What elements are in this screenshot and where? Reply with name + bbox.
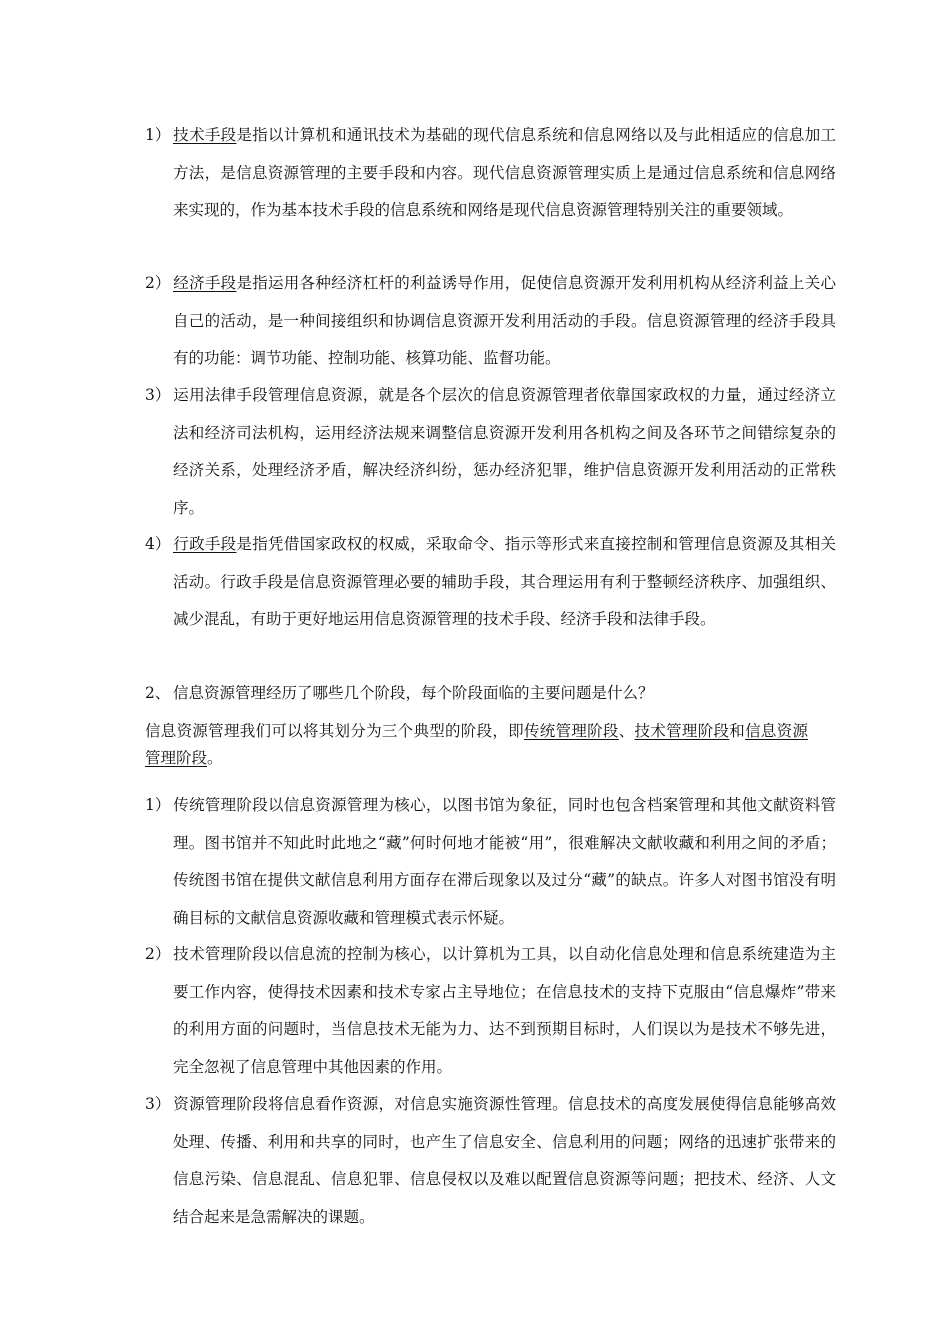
intro-paragraph [145,718,808,772]
intro-separator: 、 [618,722,635,740]
list-number: 3） [145,1095,171,1113]
list-number: 1） [145,796,171,814]
list-item-economic-means [145,265,836,378]
term-technical-means: 技术手段 [173,126,237,144]
term-economic-means: 经济手段 [173,274,237,292]
stage-traditional: 传统管理阶段 [523,722,619,740]
intro-prefix: 信息资源管理我们可以将其划分为三个典型的阶段，即 [145,722,524,740]
list-item-administrative-means [145,526,836,639]
item-text: 技术管理阶段以信息流的控制为核心，以计算机为工具，以自动化信息处理和信息系统建造为主要工作内容，使得技术因素和技术专家占主导地位；在信息技术的支持下克服由“信息爆炸”带来的利用方面的问题时，当信息技术无能为力、达不到预期目标时，人们误以为是技术不够先进，完全忽视了信息管理中其他因素的作用。 [173,945,836,1076]
list-number: 1） [145,126,171,144]
list-item-legal-means [145,377,836,527]
list-item-technical-means [145,117,836,230]
question-number: 2、 [145,684,171,702]
item-text: 传统管理阶段以信息资源管理为核心，以图书馆为象征，同时也包含档案管理和其他文献资料管理。图书馆并不知此时此地之“藏”何时何地才能被“用”，很难解决文献收藏和利用之间的矛盾；传统图书馆在提供文献信息利用方面存在滞后现象以及过分“藏”的缺点。许多人对图书馆没有明确目标的文献信息资源收藏和管理模式表示怀疑。 [173,796,836,927]
stage-resource: 信息资源管理阶段 [145,722,808,767]
list-number: 2） [145,274,171,292]
stage-technical: 技术管理阶段 [634,722,730,740]
list-item-traditional-stage [145,787,836,937]
item-text: 运用法律手段管理信息资源，就是各个层次的信息资源管理者依靠国家政权的力量，通过经济立法和经济司法机构，运用经济法规来调整信息资源开发利用各机构之间及各环节之间错综复杂的经济关系，处理经济矛盾，解决经济纠纷，惩办经济犯罪，维护信息资源开发利用活动的正常秩序。 [173,386,836,517]
list-item-resource-stage [145,1086,836,1236]
intro-separator: 和 [729,722,746,740]
list-number: 4） [145,535,171,553]
list-item-technical-stage [145,936,836,1086]
item-text: 是指凭借国家政权的权威，采取命令、指示等形式来直接控制和管理信息资源及其相关活动。行政手段是信息资源管理必要的辅助手段，其合理运用有利于整顿经济秩序、加强组织、减少混乱，有助于更好地运用信息资源管理的技术手段、经济手段和法律手段。 [173,535,836,628]
question-heading [145,675,836,713]
term-administrative-means: 行政手段 [173,535,237,553]
list-number: 2） [145,945,171,963]
item-text: 资源管理阶段将信息看作资源，对信息实施资源性管理。信息技术的高度发展使得信息能够高效处理、传播、利用和共享的同时，也产生了信息安全、信息利用的问题；网络的迅速扩张带来的信息污染、信息混乱、信息犯罪、信息侵权以及难以配置信息资源等问题；把技术、经济、人文结合起来是急需解决的课题。 [173,1095,836,1226]
item-text: 是指以计算机和通讯技术为基础的现代信息系统和信息网络以及与此相适应的信息加工方法，是信息资源管理的主要手段和内容。现代信息资源管理实质上是通过信息系统和信息网络来实现的，作为基本技术手段的信息系统和网络是现代信息资源管理特别关注的重要领域。 [173,126,836,219]
question-text: 信息资源管理经历了哪些几个阶段，每个阶段面临的主要问题是什么？ [173,684,654,702]
intro-suffix: 。 [207,749,223,767]
list-number: 3） [145,386,171,404]
item-text: 是指运用各种经济杠杆的利益诱导作用，促使信息资源开发利用机构从经济利益上关心自己的活动，是一种间接组织和协调信息资源开发利用活动的手段。信息资源管理的经济手段具有的功能：调节功能、控制功能、核算功能、监督功能。 [173,274,836,367]
